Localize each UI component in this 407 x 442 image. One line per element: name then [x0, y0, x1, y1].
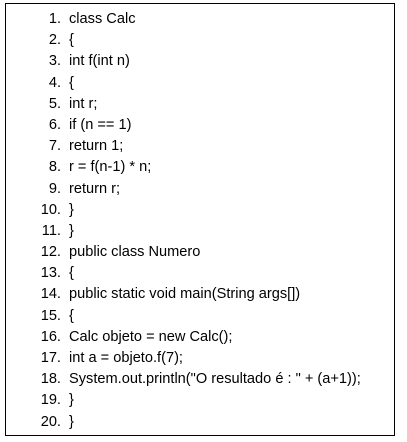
code-line [6, 51, 361, 72]
line-number: 1. [48, 11, 61, 27]
code-line [6, 306, 361, 327]
code-line [6, 136, 361, 157]
line-number: 3. [48, 53, 61, 70]
line-number: 12. [40, 244, 61, 261]
line-number: 9. [48, 180, 61, 197]
line-number: 20. [40, 413, 61, 430]
line-code: int a = objeto.f(7); [69, 350, 183, 366]
line-number: 16. [40, 328, 61, 345]
line-number: 10. [40, 201, 61, 218]
line-code: r = f(n-1) * n; [69, 159, 152, 176]
line-number: 13. [40, 265, 61, 282]
line-code: int f(int n) [69, 53, 130, 70]
line-number: 17. [40, 350, 61, 366]
line-code: System.out.println("O resultado é : " + (a+1)); [69, 371, 361, 388]
line-code: int r; [69, 95, 98, 112]
line-code: } [69, 222, 74, 239]
code-listing [6, 9, 361, 433]
line-number: 15. [40, 307, 61, 324]
code-line [6, 284, 361, 305]
line-number: 4. [48, 74, 61, 91]
code-line [6, 30, 361, 51]
line-number: 18. [40, 371, 61, 388]
code-line [6, 242, 361, 263]
line-code: public static void main(String args[]) [69, 286, 301, 303]
line-code: return r; [69, 180, 121, 197]
code-line [6, 94, 361, 115]
line-code: return 1; [69, 138, 124, 155]
line-code: { [69, 307, 74, 324]
code-line [6, 157, 361, 178]
line-code: { [69, 74, 74, 91]
line-number: 2. [48, 32, 61, 49]
code-line [6, 369, 361, 390]
line-code: } [69, 201, 74, 218]
line-number: 14. [40, 286, 61, 303]
code-line [6, 179, 361, 200]
code-line [6, 115, 361, 136]
line-number: 5. [48, 95, 61, 112]
code-line [6, 9, 361, 30]
line-code: public class Numero [69, 244, 201, 261]
code-line [6, 263, 361, 284]
line-code: { [69, 32, 74, 49]
line-code: } [69, 392, 74, 409]
line-number: 8. [48, 159, 61, 176]
code-line [6, 327, 361, 348]
line-code: class Calc [69, 11, 136, 27]
line-number: 6. [48, 116, 61, 133]
code-line [6, 73, 361, 94]
code-listing-box [5, 3, 395, 436]
line-number: 11. [41, 222, 61, 239]
code-line [6, 200, 361, 221]
line-code: if (n == 1) [69, 116, 132, 133]
code-line [6, 348, 361, 369]
line-number: 7. [48, 138, 61, 155]
line-number: 19. [40, 392, 61, 409]
line-code: { [69, 265, 74, 282]
line-code: Calc objeto = new Calc(); [69, 328, 233, 345]
line-code: } [69, 413, 74, 430]
code-line [6, 412, 361, 433]
code-line [6, 390, 361, 411]
code-line [6, 221, 361, 242]
